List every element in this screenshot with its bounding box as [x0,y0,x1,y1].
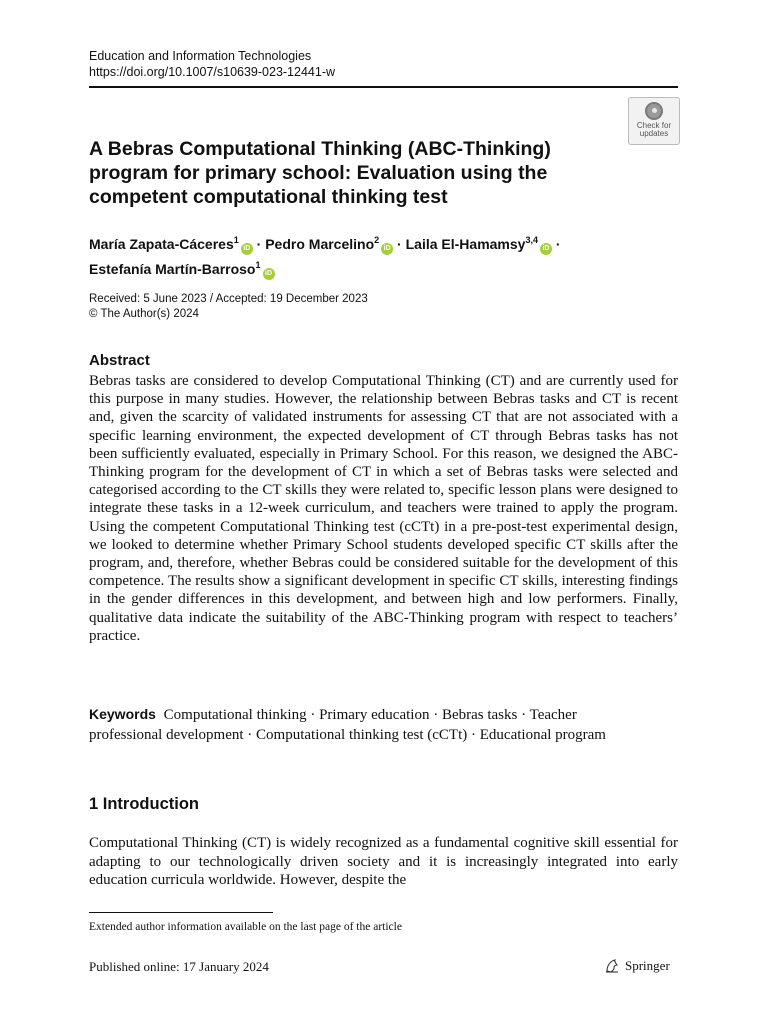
orcid-icon[interactable]: iD [241,243,253,255]
dates-block [89,292,368,322]
publisher-name: Springer [625,958,670,973]
author-separator: · [555,236,561,252]
author-separator: · [397,236,402,252]
orcid-icon[interactable]: iD [540,243,552,255]
author-separator: · [256,236,262,252]
keywords-block [89,705,649,745]
abstract-heading: Abstract [89,352,150,369]
doi-link[interactable]: https://doi.org/10.1007/s10639-023-12441-w [89,65,336,79]
orcid-icon[interactable]: iD [263,268,275,280]
keywords-text: Computational thinking · Primary education · Bebras tasks · Teacher professional development · Computational thinking test (cCTt) · Educational program [89,707,606,743]
check-updates-icon [645,102,663,120]
author-1[interactable]: María Zapata-Cáceres$^1$iD [89,236,253,252]
author-list [89,230,649,280]
footnote-rule [89,912,273,913]
journal-name: Education and Information Technologies [89,49,312,63]
section-heading-introduction: 1 Introduction [89,795,199,813]
published-online: Published online: 17 January 2024 [89,959,269,974]
footnote: Extended author information available on the last page of the article [89,921,402,933]
abstract-text: Bebras tasks are considered to develop Computational Thinking (CT) and are currently used for this purpose in many studies. However, the relationship between Bebras tasks and CT is recent and, given the scarcity of validated instruments for assessing CT that are not associated with a specific learning environment, the expected development of CT through Bebras tasks has not been sufficiently evaluated, especially in Primary School. For this reason, we designed the ABC-Thinking program for the development of CT in which a set of Bebras tasks were selected and categorised according to the CT skills they were related to, specific lesson plans were designed to integrate these tasks in a 12-week curriculum, and teachers were trained to apply the program. Using the competent Computational Thinking test (cCTt) in a pre-post-test experimental design, we looked to determine whether Primary School students developed specific CT skills after the program, and, therefore, whether Bebras could be considered suitable for the development of this competence. The results show a significant development in specific CT skills, interesting findings in the gender differences in this development, and between high and low performers. Finally, qualitative data indicate the suitability of the ABC-Thinking program with respect to teachers’ practice. [89,373,678,644]
received-accepted: Received: 5 June 2023 / Accepted: 19 December 2023 [89,293,368,305]
keywords-label: Keywords [89,706,156,722]
author-2[interactable]: Pedro Marcelino$^2$iD [265,236,393,252]
paper-title: A Bebras Computational Thinking (ABC-Thinking) program for primary school: Evaluation using the competent computational thinking test [89,138,551,208]
copyright: © The Author(s) 2024 [89,308,199,320]
springer-logo [604,958,670,974]
introduction-text: Computational Thinking (CT) is widely recognized as a fundamental cognitive skill essential for adapting to our technologically driven society and it is increasingly integrated into early education curricula worldwide. However, despite the [89,835,678,888]
header-rule [89,86,678,88]
springer-horse-icon [604,958,620,974]
journal-header [89,48,335,80]
orcid-icon[interactable]: iD [381,243,393,255]
check-updates-label: Check for updates [636,121,672,138]
check-for-updates-badge[interactable] [628,97,680,145]
author-4[interactable]: Estefanía Martín-Barroso$^1$iD [89,261,275,277]
author-3[interactable]: Laila El-Hamamsy$^{3,4}$iD [406,236,552,252]
